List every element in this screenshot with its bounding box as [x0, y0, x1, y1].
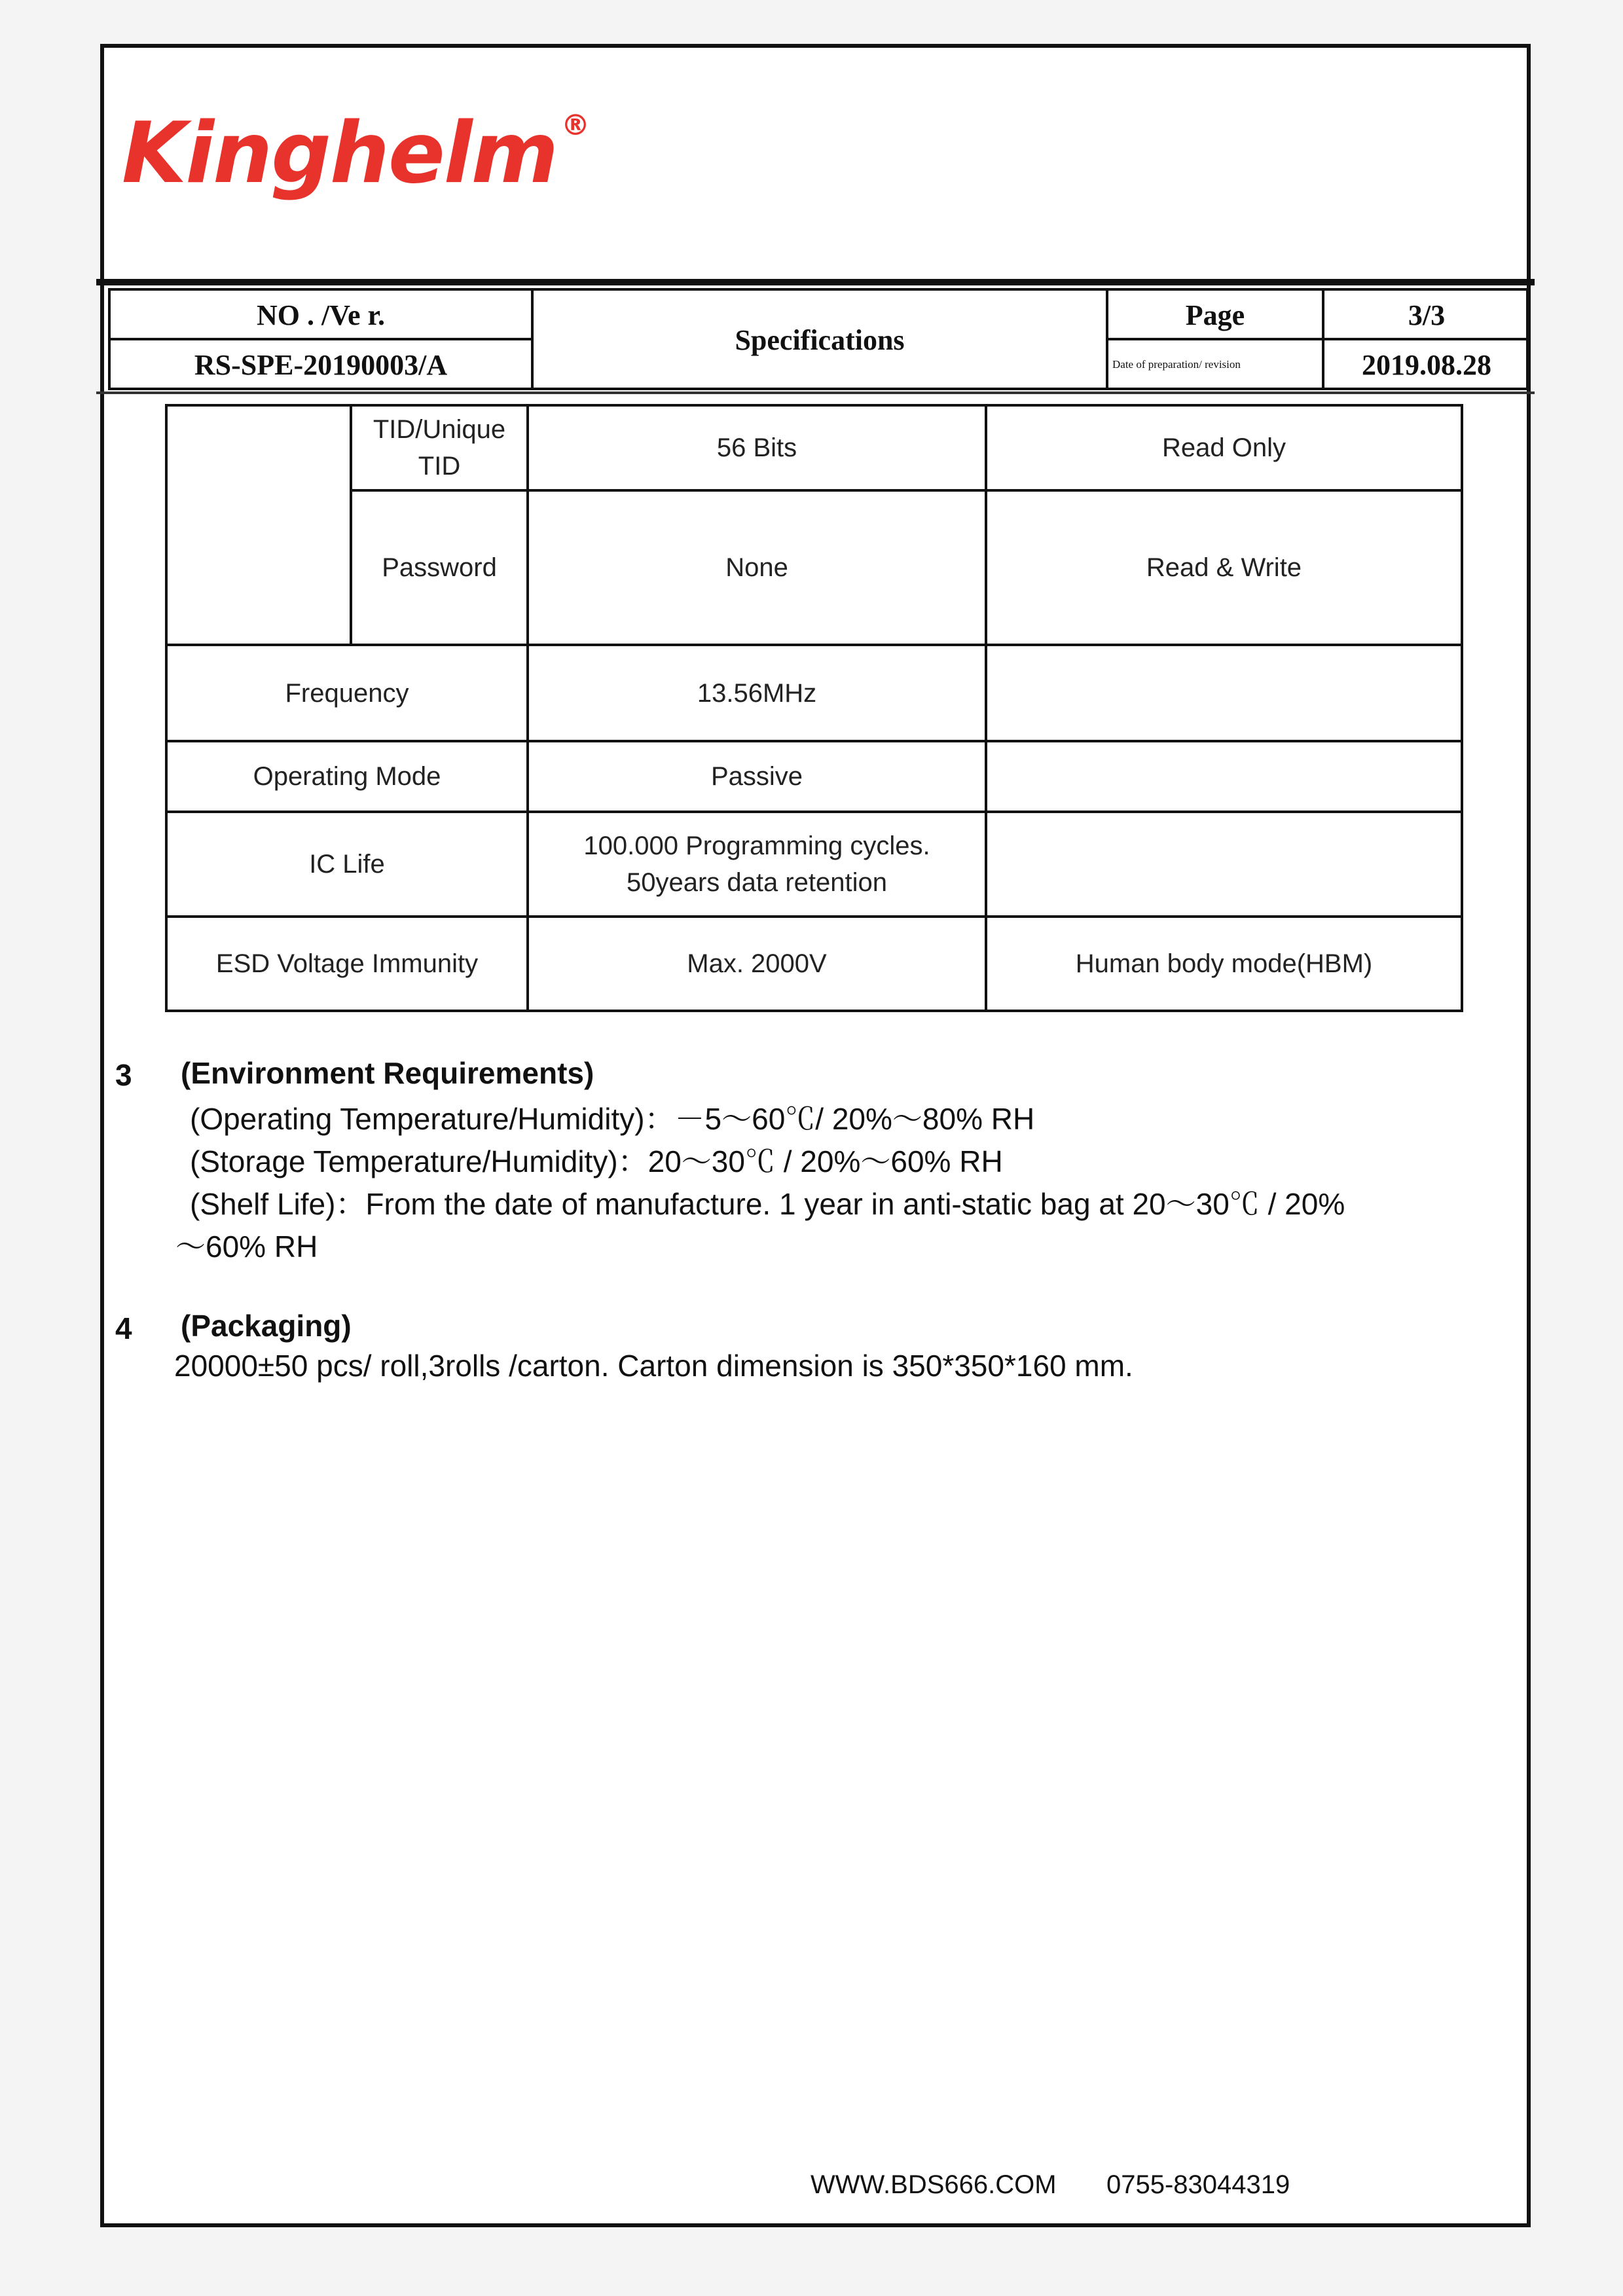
- section-3-line: (Shelf Life)：From the date of manufacture. 1 year in anti-static bag at 20～30℃ / 20%: [190, 1187, 1345, 1221]
- row-note: Read Only: [986, 405, 1462, 490]
- footer-phone: 0755-83044319: [1106, 2170, 1290, 2199]
- row-label: Password: [351, 490, 528, 645]
- kinghelm-logo: Kinghelm ®: [122, 105, 589, 202]
- row-label: Operating Mode: [166, 741, 528, 812]
- row-value: Passive: [528, 741, 986, 812]
- header-rule: [96, 279, 1535, 285]
- row-note: [986, 645, 1462, 741]
- row-label: IC Life: [166, 812, 528, 917]
- section-4-line: 20000±50 pcs/ roll,3rolls /carton. Carton dimension is 350*350*160 mm.: [174, 1349, 1133, 1383]
- table-row: [166, 812, 1462, 917]
- table-row: [166, 645, 1462, 741]
- row-value: 13.56MHz: [528, 645, 986, 741]
- row-note: [986, 741, 1462, 812]
- date-label: Date of preparation/ revision: [1112, 358, 1241, 371]
- doc-number: RS-SPE-20190003/A: [194, 348, 448, 381]
- section-3-line: (Operating Temperature/Humidity)：－5～60℃/ 20%～80% RH: [190, 1102, 1035, 1136]
- row-value: Max. 2000V: [528, 917, 986, 1011]
- page-value: 3/3: [1408, 299, 1446, 331]
- doc-title: Specifications: [735, 323, 905, 356]
- no-ver-label: NO . /Ve r.: [257, 299, 385, 331]
- footer-website: WWW.BDS666.COM: [811, 2170, 1057, 2199]
- header-double-rule: [96, 392, 1535, 394]
- date-value: 2019.08.28: [1362, 348, 1491, 381]
- section-4-title: (Packaging): [181, 1309, 352, 1343]
- page-label: Page: [1185, 299, 1245, 331]
- row-note: [986, 812, 1462, 917]
- row-value: 56 Bits: [528, 405, 986, 490]
- row-value-line: 100.000 Programming cycles.: [583, 831, 930, 860]
- row-value-line: 50years data retention: [626, 868, 888, 897]
- section-3-number: 3: [115, 1058, 132, 1092]
- table-row: [166, 741, 1462, 812]
- table-row: [166, 405, 1462, 490]
- section-3-title: (Environment Requirements): [181, 1056, 594, 1090]
- row-note: Human body mode(HBM): [986, 917, 1462, 1011]
- table-cell-empty: [166, 405, 351, 645]
- section-3-line: (Storage Temperature/Humidity)：20～30℃ / 20%～60% RH: [190, 1144, 1003, 1178]
- section-3-line: ～60% RH: [175, 1230, 318, 1264]
- row-label: ESD Voltage Immunity: [166, 917, 528, 1011]
- row-value: [528, 812, 986, 917]
- table-row: [166, 917, 1462, 1011]
- row-label: TID/Unique TID: [351, 405, 528, 490]
- row-value: None: [528, 490, 986, 645]
- section-4-number: 4: [115, 1311, 132, 1345]
- document-header: [108, 288, 1529, 390]
- row-label: Frequency: [166, 645, 528, 741]
- table-row: [166, 490, 1462, 645]
- specification-table: [165, 404, 1463, 1012]
- row-note: Read & Write: [986, 490, 1462, 645]
